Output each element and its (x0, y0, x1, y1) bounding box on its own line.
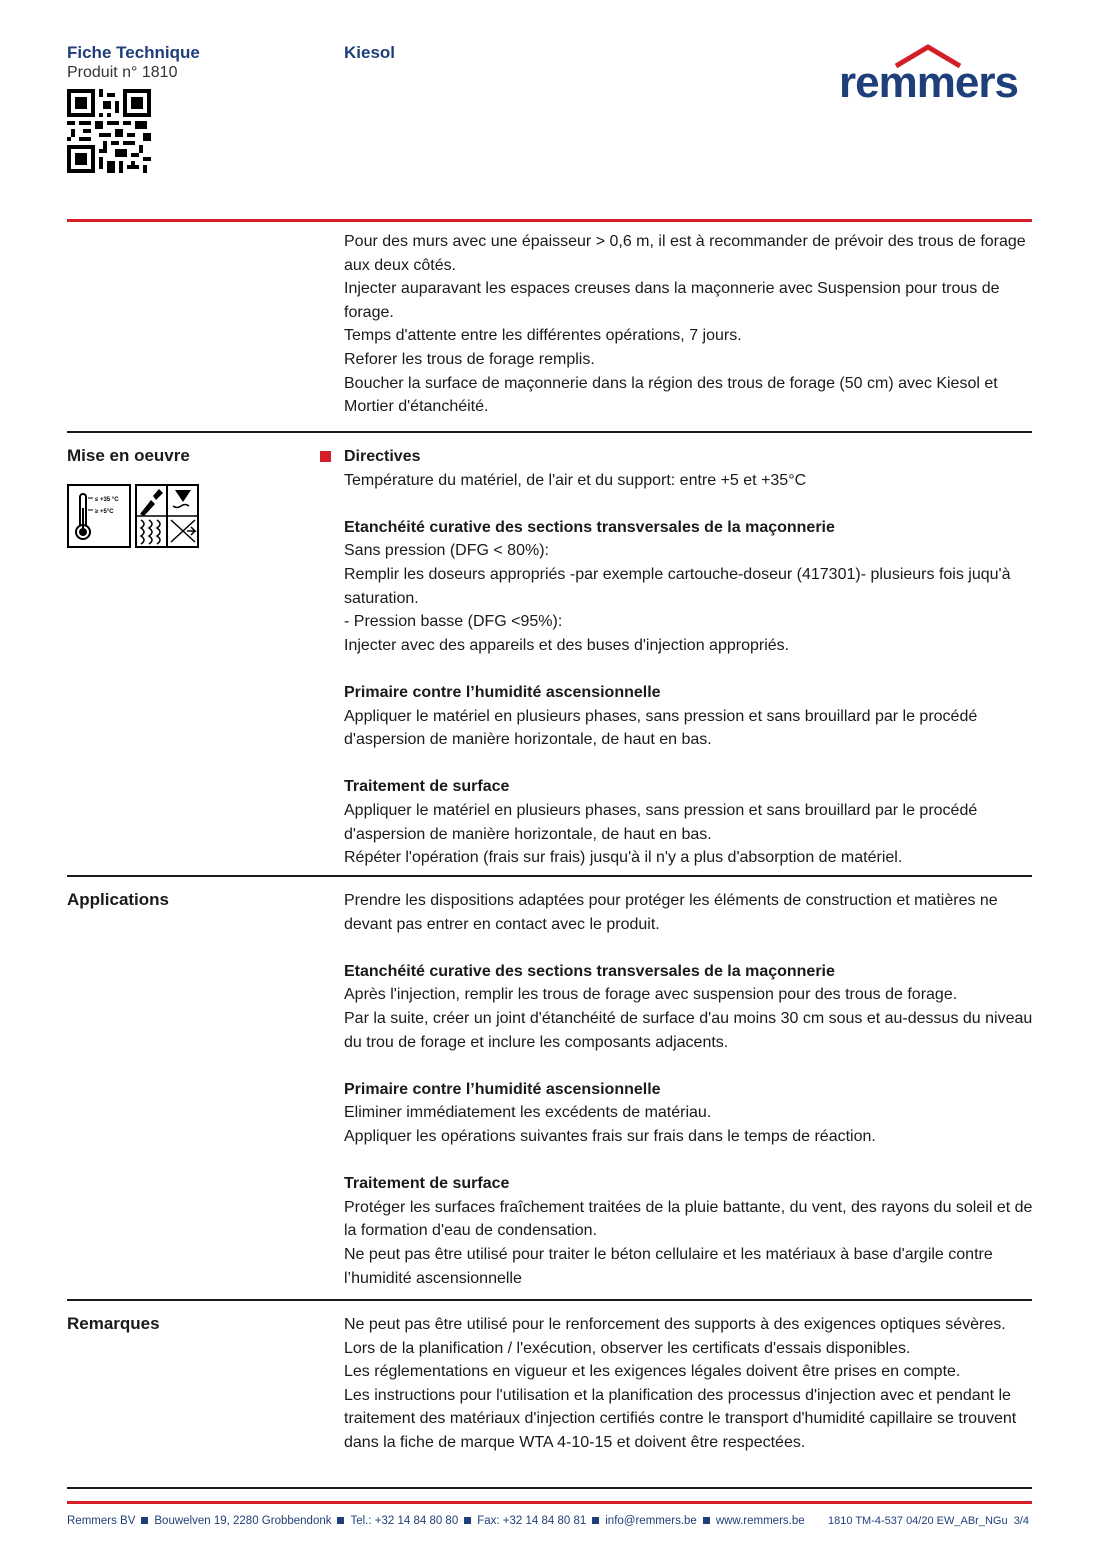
etancheite-line: Sans pression (DFG < 80%): (344, 542, 549, 560)
directives-heading: Directives (344, 448, 421, 465)
primaire-line: Appliquer le matériel en plusieurs phases, sans pression et sans brouillard par le procédé d'aspersion de manière horizontale, de haut en bas. (344, 707, 978, 749)
section-divider (67, 1487, 1032, 1489)
mise-en-oeuvre-block (344, 445, 1034, 870)
traitement-line: Répéter l'opération (frais sur frais) jusqu'à il n'y a plus d'absorption de matériel. (344, 849, 903, 867)
product-number: Produit n° 1810 (67, 64, 178, 81)
applications-block (344, 889, 1034, 1290)
footer-email[interactable]: info@remmers.be (605, 1515, 697, 1527)
product-name: Kiesol (344, 43, 396, 62)
intro-line: Temps d'attente entre les différentes opérations, 7 jours. (344, 327, 742, 345)
application-icons (67, 484, 200, 548)
etancheite-heading: Etanchéité curative des sections transversales de la maçonnerie (344, 962, 835, 980)
primaire-line: Eliminer immédiatement les excédents de matériau. (344, 1104, 712, 1122)
footer-doc-ref: 1810 TM-4-537 04/20 EW_ABr_NGu (828, 1515, 1008, 1527)
icon-temp-max: ≤ +35 °C (95, 497, 119, 503)
traitement-line: Protéger les surfaces fraîchement traitées de la pluie battante, du vent, des rayons du soleil et de la formation d'eau de condensation. (344, 1198, 1033, 1240)
qr-code-icon (67, 89, 151, 173)
remmers-logo (826, 42, 1031, 108)
section-label-mise-en-oeuvre: Mise en oeuvre (67, 446, 190, 465)
icon-temp-min: ≥ +5°C (95, 509, 114, 515)
footer-contact (67, 1515, 805, 1527)
intro-line: Pour des murs avec une épaisseur > 0,6 m, il est à recommander de prévoir des trous de forage aux deux côtés. (344, 233, 1026, 274)
etancheite-heading: Etanchéité curative des sections transversales de la maçonnerie (344, 518, 835, 536)
footer-separator (464, 1517, 471, 1524)
intro-line: Boucher la surface de maçonnerie dans la région des trous de forage (50 cm) avec Kiesol et Mortier d'étanchéité. (344, 374, 998, 416)
etancheite-line: Injecter avec des appareils et des buses d'injection appropriés. (344, 636, 790, 654)
section-divider (67, 1299, 1032, 1301)
primaire-line: Appliquer les opérations suivantes frais sur frais dans le temps de réaction. (344, 1127, 876, 1145)
traitement-line: Ne peut pas être utilisé pour traiter le béton cellulaire et les matériaux à base d'argile contre l’humidité ascensionnelle (344, 1245, 993, 1287)
footer-page-number: 3/4 (1013, 1515, 1029, 1527)
footer-separator (592, 1517, 599, 1524)
footer-tel: Tel.: +32 14 84 80 80 (350, 1515, 459, 1527)
remarques-line: Lors de la planification / l'exécution, observer les certificats d'essais disponibles. (344, 1339, 911, 1357)
etancheite-line: Après l'injection, remplir les trous de forage avec suspension pour des trous de forage. (344, 986, 958, 1004)
section-divider (67, 431, 1032, 433)
logo-wordmark: remmers (839, 58, 1018, 107)
footer-separator (703, 1517, 710, 1524)
footer-web[interactable]: www.remmers.be (715, 1515, 805, 1527)
remarques-line: Ne peut pas être utilisé pour le renforcement des supports à des exigences optiques sévères. (344, 1316, 1006, 1333)
footer-fax: Fax: +32 14 84 80 81 (477, 1515, 587, 1527)
primaire-heading: Primaire contre l’humidité ascensionnelle (344, 1080, 661, 1098)
remarques-line: Les instructions pour l'utilisation et la planification des processus d'injection avec et pendant le traitement des matériaux d'injection certifiés contre le transport d'humidité capillaire se trouvent dans la fiche de marque WTA 4-10-15 et doivent être respectées. (344, 1386, 1017, 1451)
section-divider (67, 875, 1032, 877)
etancheite-line: Par la suite, créer un joint d'étanchéité de surface d'au moins 30 cm sous et au-dessus du niveau du trou de forage et inclure les composants adjacents. (344, 1009, 1033, 1051)
remarques-line: Les réglementations en vigueur et les exigences légales doivent être prises en compte. (344, 1363, 961, 1381)
doc-type-title: Fiche Technique (67, 43, 200, 62)
traitement-heading: Traitement de surface (344, 778, 510, 796)
intro-line: Injecter auparavant les espaces creuses dans la maçonnerie avec Suspension pour trous de forage. (344, 280, 1000, 321)
applications-intro: Prendre les dispositions adaptées pour protéger les éléments de construction et matières ne devant pas entrer en contact avec le produit. (344, 892, 998, 933)
primaire-heading: Primaire contre l’humidité ascensionnelle (344, 683, 661, 701)
etancheite-line: Remplir les doseurs appropriés -par exemple cartouche-doseur (417301)- plusieurs fois juqu'à saturation. (344, 565, 1011, 607)
footer-separator (141, 1517, 148, 1524)
directives-bullet (320, 451, 331, 462)
footer-divider (67, 1501, 1032, 1504)
thermometer-icon (68, 485, 130, 547)
etancheite-line: - Pression basse (DFG <95%): (344, 613, 563, 631)
footer-address: Bouwelven 19, 2280 Grobbendonk (154, 1515, 332, 1527)
intro-block (344, 230, 1034, 419)
directives-text: Température du matériel, de l'air et du support: entre +5 et +35°C (344, 471, 807, 489)
section-label-remarques: Remarques (67, 1314, 160, 1333)
traitement-line: Appliquer le matériel en plusieurs phases, sans pression et sans brouillard par le procédé d'aspersion de manière horizontale, de haut en bas. (344, 801, 978, 843)
footer-docref (828, 1515, 1029, 1527)
traitement-heading: Traitement de surface (344, 1175, 510, 1193)
section-label-applications: Applications (67, 890, 170, 909)
header-divider (67, 219, 1032, 222)
intro-line: Reforer les trous de forage remplis. (344, 350, 595, 368)
remarques-block (344, 1313, 1034, 1455)
footer-separator (337, 1517, 344, 1524)
brush-spray-icon (136, 485, 198, 547)
footer-company: Remmers BV (67, 1515, 136, 1527)
